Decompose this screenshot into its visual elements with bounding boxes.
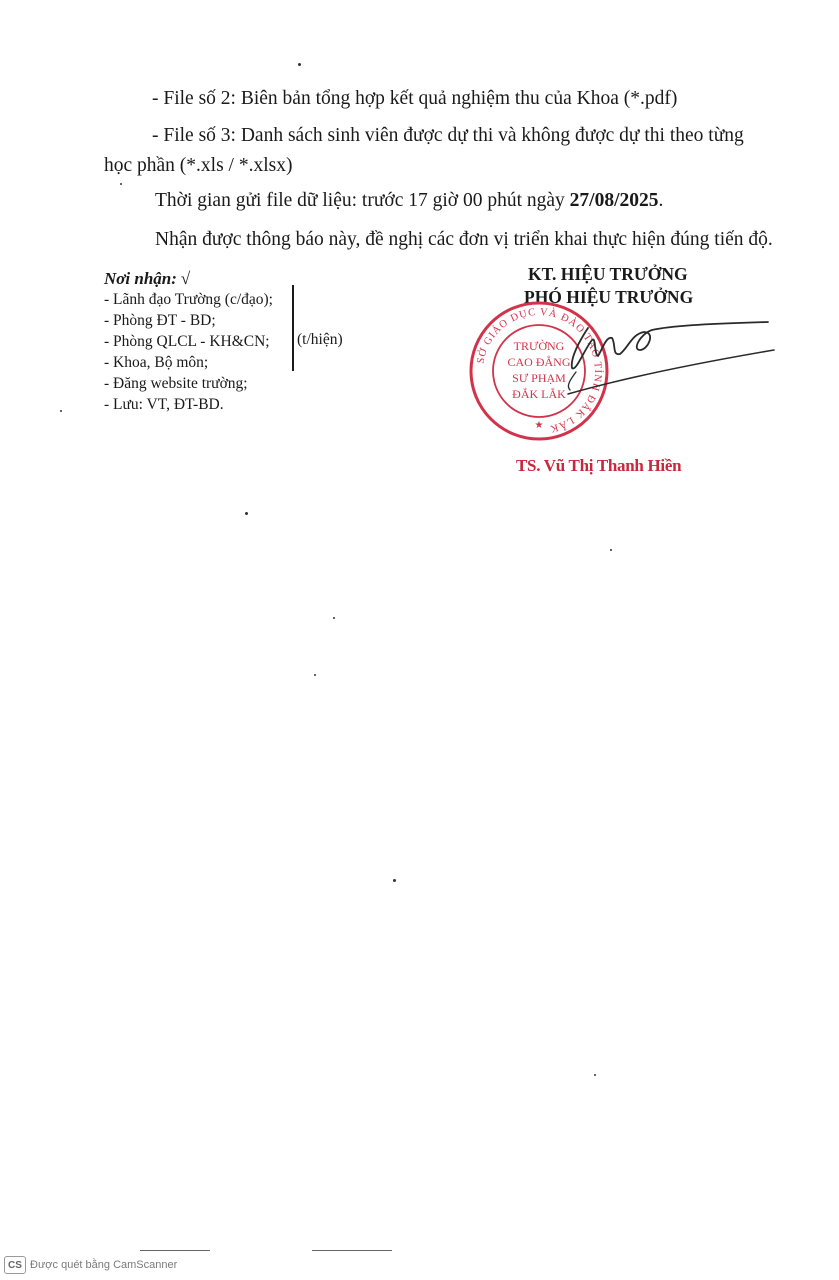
recipient-item: - Phòng ĐT - BD; — [104, 312, 216, 329]
scan-speck — [333, 617, 335, 619]
check-mark-icon: √ — [180, 269, 191, 288]
handwritten-signature — [540, 310, 780, 400]
scan-speck — [314, 674, 316, 676]
recipient-item: - Khoa, Bộ môn; — [104, 354, 209, 371]
scan-speck — [393, 879, 396, 882]
seal-line-3: SƯ PHẠM — [512, 371, 566, 385]
file-3-line-2: học phần (*.xls / *.xlsx) — [104, 155, 293, 176]
scan-edge-line — [140, 1250, 210, 1251]
request-line: Nhận được thông báo này, đề nghị các đơn vị triển khai thực hiện đúng tiến độ. — [155, 229, 773, 250]
seal-line-4: ĐẮK LẮK — [512, 387, 566, 401]
recipients-heading — [104, 268, 273, 289]
recipient-item: - Đăng website trường; — [104, 375, 248, 392]
scan-speck — [594, 1074, 596, 1076]
recipients-block — [104, 268, 273, 415]
scanner-watermark-text: Được quét bằng CamScanner — [30, 1259, 178, 1271]
signature-title-2: PHÓ HIỆU TRƯỞNG — [524, 287, 694, 307]
recipients-title: Nơi nhận: — [104, 269, 177, 288]
scan-speck — [120, 183, 122, 185]
seal-line-2: CAO ĐẲNG — [507, 355, 571, 369]
recipient-item: - Lưu: VT, ĐT-BD. — [104, 396, 224, 413]
scan-edge-line — [312, 1250, 392, 1251]
deadline-prefix: Thời gian gửi file dữ liệu: trước 17 giờ 00 phút ngày — [155, 190, 570, 211]
scan-speck — [60, 410, 62, 412]
recipients-bracket — [292, 285, 294, 371]
scan-speck — [245, 512, 248, 515]
deadline-date: 27/08/2025 — [569, 190, 659, 211]
scanner-footer — [4, 1256, 177, 1274]
signature-title-1: KT. HIỆU TRƯỞNG — [528, 264, 688, 284]
file-2-line: - File số 2: Biên bản tổng hợp kết quả nghiệm thu của Khoa (*.pdf) — [152, 88, 678, 109]
file-3-line-1: - File số 3: Danh sách sinh viên được dự thi và không được dự thi theo từng — [152, 125, 744, 146]
bracket-note: (t/hiện) — [297, 331, 343, 348]
camscanner-logo-icon: CS — [4, 1256, 26, 1274]
scan-speck — [298, 63, 301, 66]
recipient-item: - Lãnh đạo Trường (c/đạo); — [104, 291, 273, 308]
scan-speck — [610, 549, 612, 551]
signer-name: TS. Vũ Thị Thanh Hiền — [516, 456, 682, 475]
seal-star-icon: ★ — [534, 420, 544, 431]
deadline-suffix: . — [658, 190, 664, 211]
recipient-item: - Phòng QLCL - KH&CN; — [104, 333, 270, 350]
seal-ring-text: SỞ GIÁO DỤC VÀ ĐÀO TẠO TỈNH ĐẮK LẮK — [475, 306, 604, 435]
seal-line-1: TRƯỜNG — [513, 339, 565, 353]
deadline-line — [155, 190, 663, 212]
